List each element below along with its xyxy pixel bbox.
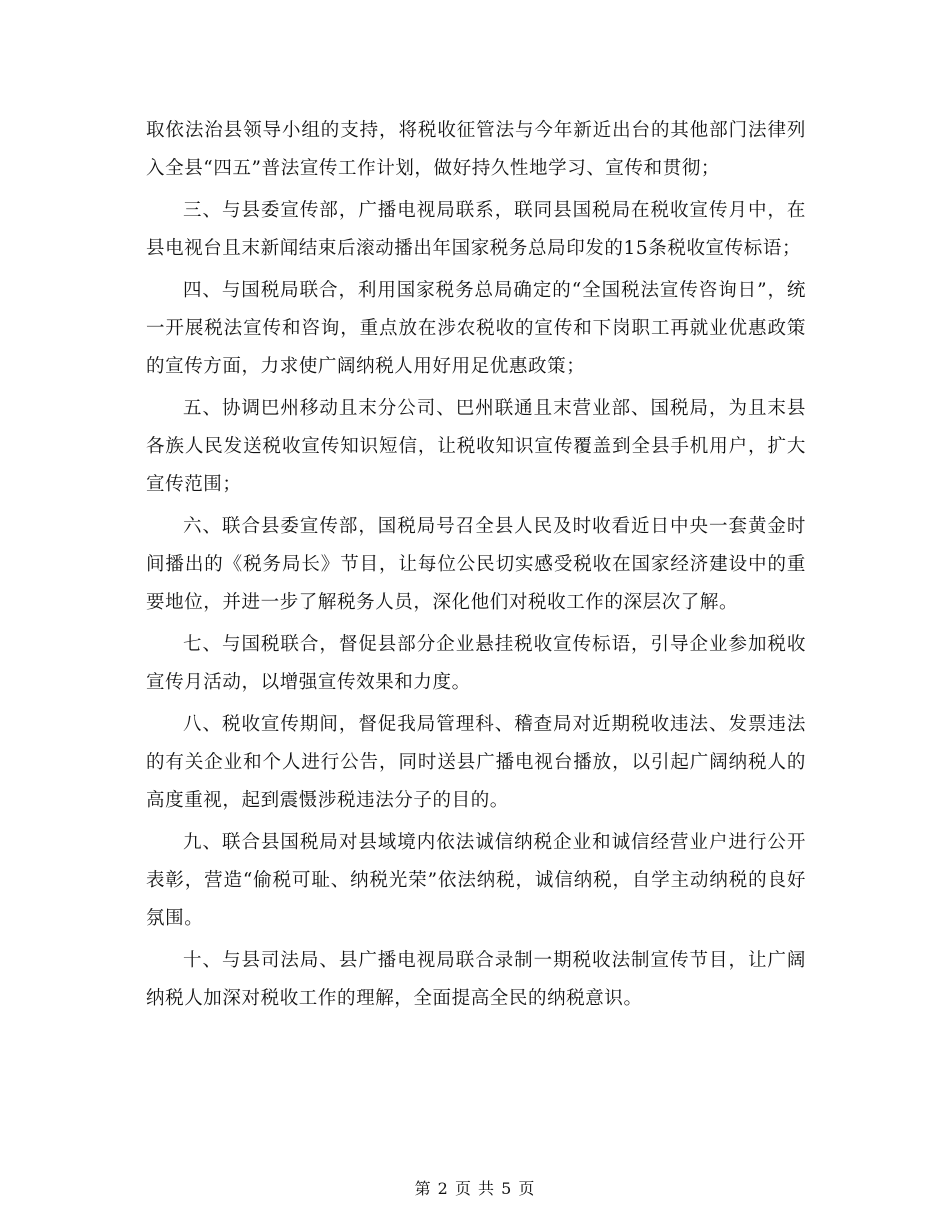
paragraph-item-10: 十、与县司法局、县广播电视局联合录制一期税收法制宣传节目，让广阔纳税人加深对税收工作的理解，全面提高全民的纳税意识。 <box>146 950 806 1009</box>
paragraph-item-5: 五、协调巴州移动且末分公司、巴州联通且末营业部、国税局，为且末县各族人民发送税收宣传知识短信，让税收知识宣传覆盖到全县手机用户，扩大宣传范围； <box>146 398 806 495</box>
paragraph-item-6: 六、联合县委宣传部，国税局号召全县人民及时收看近日中央一套黄金时间播出的《税务局长》节目，让每位公民切实感受税收在国家经济建设中的重要地位，并进一步了解税务人员，深化他们对税收工作的深层次了解。 <box>146 516 806 613</box>
document-body <box>146 112 806 1022</box>
paragraph-item-8: 八、税收宣传期间，督促我局管理科、稽查局对近期税收违法、发票违法的有关企业和个人进行公告，同时送县广播电视台播放，以引起广阔纳税人的高度重视，起到震慑涉税违法分子的目的。 <box>146 714 806 811</box>
page-number-footer: 第 2 页 共 5 页 <box>414 1179 536 1198</box>
paragraph-item-4: 四、与国税局联合，利用国家税务总局确定的“全国税法宣传咨询日”，统一开展税法宣传和咨询，重点放在涉农税收的宣传和下岗职工再就业优惠政策的宣传方面，力求使广阔纳税人用好用足优惠政策； <box>146 280 806 377</box>
paragraph-item-9: 九、联合县国税局对县域境内依法诚信纳税企业和诚信经营业户进行公开表彰，营造“偷税可耻、纳税光荣”依法纳税，诚信纳税，自学主动纳税的良好氛围。 <box>146 832 806 929</box>
paragraph-continuation: 取依法治县领导小组的支持，将税收征管法与今年新近出台的其他部门法律列入全县“四五”普法宣传工作计划，做好持久性地学习、宣传和贯彻； <box>146 120 806 179</box>
paragraph-item-3: 三、与县委宣传部，广播电视局联系，联同县国税局在税收宣传月中，在县电视台且末新闻结束后滚动播出年国家税务总局印发的15条税收宣传标语； <box>146 200 806 259</box>
paragraph-item-7: 七、与国税联合，督促县部分企业悬挂税收宣传标语，引导企业参加税收宣传月活动，以增强宣传效果和力度。 <box>146 634 806 693</box>
